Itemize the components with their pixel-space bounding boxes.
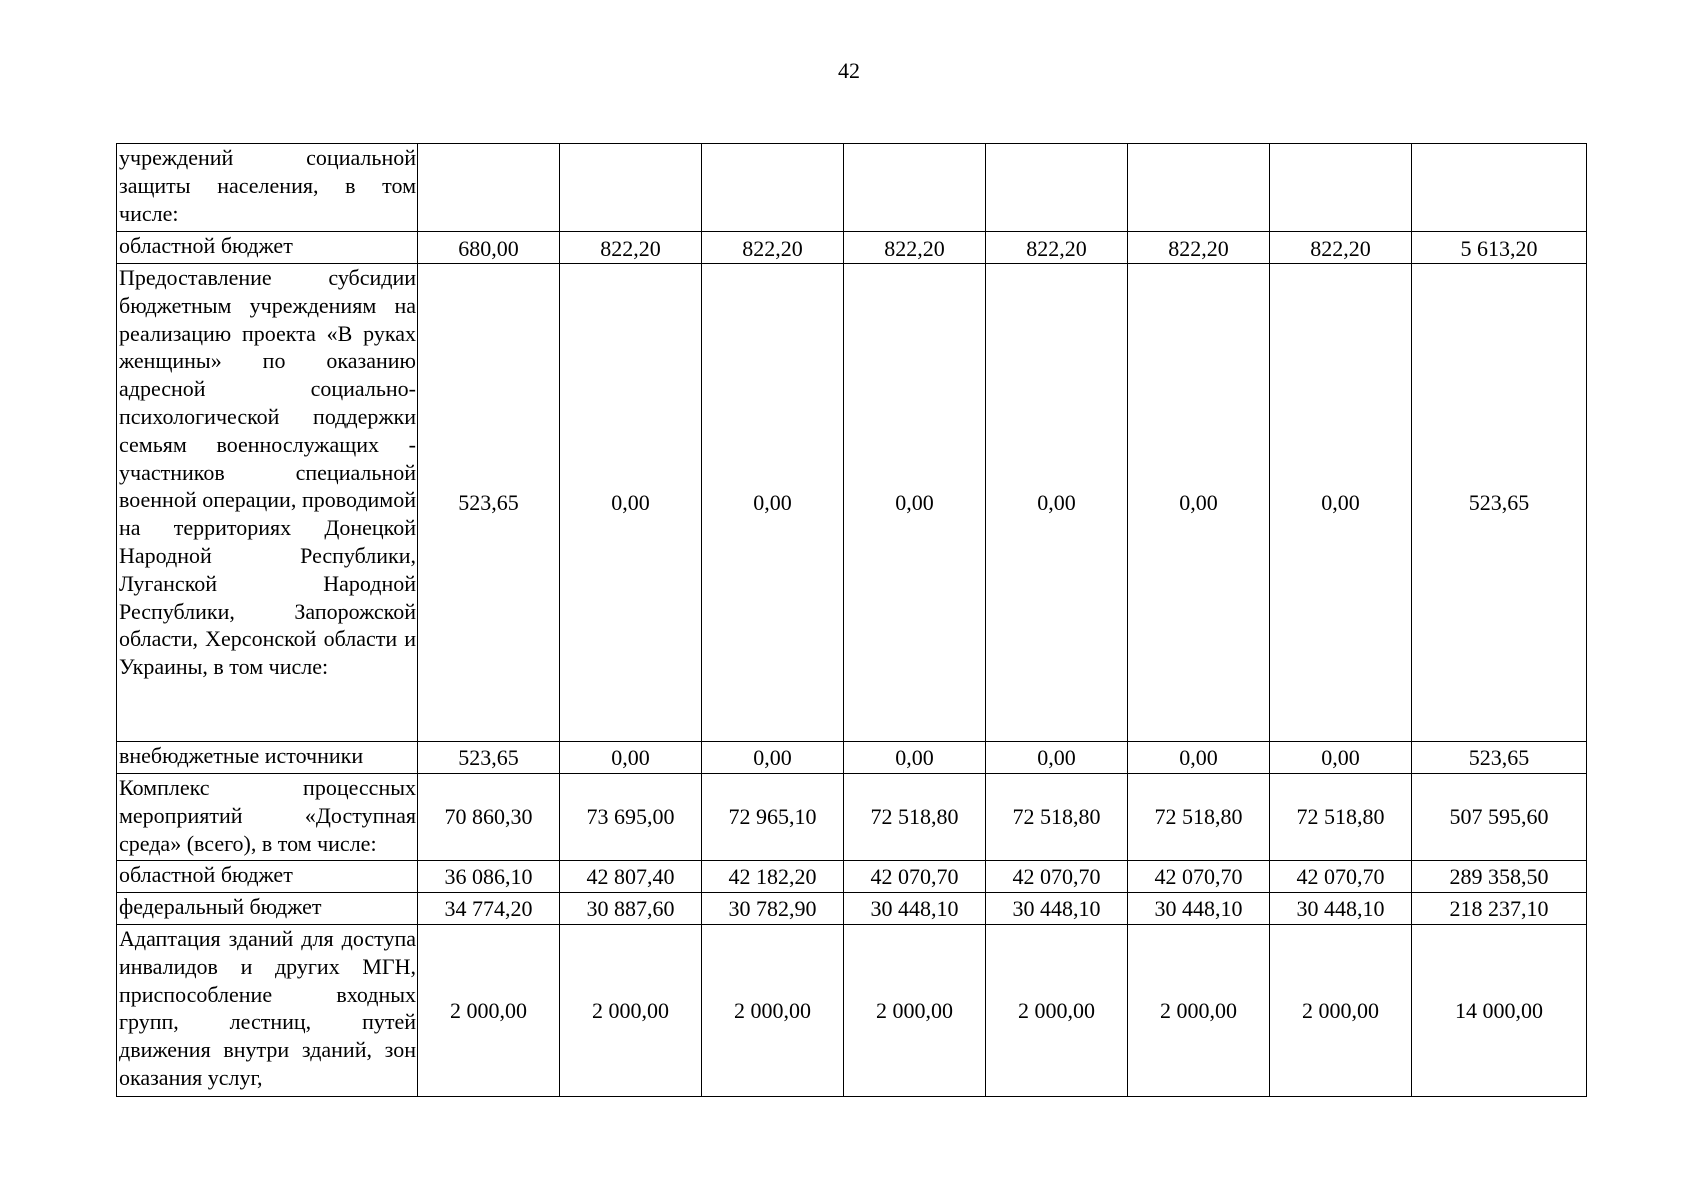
table-row — [117, 742, 1587, 774]
row-label: Адаптация зданий для доступа инвалидов и других МГН, приспособление входных групп, лестниц, путей движения внутри зданий, зон оказания услуг, — [117, 925, 418, 1097]
year-value-cell: 30 782,90 — [702, 893, 844, 925]
year-value-cell — [1270, 144, 1412, 232]
year-value-cell: 30 448,10 — [844, 893, 986, 925]
row-total-cell: 289 358,50 — [1412, 861, 1587, 893]
year-value-cell: 0,00 — [560, 264, 702, 742]
row-label: федеральный бюджет — [117, 893, 418, 925]
year-value-cell: 0,00 — [1270, 742, 1412, 774]
year-value-cell: 30 448,10 — [1270, 893, 1412, 925]
year-value-cell: 72 518,80 — [1128, 774, 1270, 861]
year-value-cell: 680,00 — [418, 232, 560, 264]
year-value-cell: 822,20 — [1128, 232, 1270, 264]
year-value-cell: 70 860,30 — [418, 774, 560, 861]
year-value-cell: 0,00 — [560, 742, 702, 774]
row-label: областной бюджет — [117, 232, 418, 264]
year-value-cell: 2 000,00 — [844, 925, 986, 1097]
table-row — [117, 925, 1587, 1097]
year-value-cell: 0,00 — [986, 264, 1128, 742]
year-value-cell: 2 000,00 — [560, 925, 702, 1097]
year-value-cell: 72 518,80 — [844, 774, 986, 861]
year-value-cell: 42 182,20 — [702, 861, 844, 893]
row-label: учреждений социальной защиты населения, в том числе: — [117, 144, 418, 232]
year-value-cell: 72 518,80 — [986, 774, 1128, 861]
year-value-cell: 822,20 — [986, 232, 1128, 264]
year-value-cell: 72 518,80 — [1270, 774, 1412, 861]
year-value-cell: 30 448,10 — [986, 893, 1128, 925]
year-value-cell: 34 774,20 — [418, 893, 560, 925]
year-value-cell: 0,00 — [986, 742, 1128, 774]
row-total-cell: 5 613,20 — [1412, 232, 1587, 264]
table-row — [117, 144, 1587, 232]
year-value-cell: 822,20 — [1270, 232, 1412, 264]
year-value-cell — [1128, 144, 1270, 232]
year-value-cell: 42 807,40 — [560, 861, 702, 893]
page-number: 42 — [838, 58, 860, 83]
year-value-cell: 2 000,00 — [1270, 925, 1412, 1097]
year-value-cell — [986, 144, 1128, 232]
year-value-cell: 72 965,10 — [702, 774, 844, 861]
year-value-cell: 30 448,10 — [1128, 893, 1270, 925]
row-label: Комплекс процессных мероприятий «Доступная среда» (всего), в том числе: — [117, 774, 418, 861]
row-label: Предоставление субсидии бюджетным учреждениям на реализацию проекта «В руках женщины» по оказанию адресной социально-психологической поддержки семьям военнослужащих - участников специальной военной операции, проводимой на территориях Донецкой Народной Республики, Луганской Народной Республики, Запорожской области, Херсонской области и Украины, в том числе: — [117, 264, 418, 742]
year-value-cell: 2 000,00 — [1128, 925, 1270, 1097]
table-row — [117, 861, 1587, 893]
year-value-cell: 822,20 — [702, 232, 844, 264]
year-value-cell: 42 070,70 — [986, 861, 1128, 893]
table-row — [117, 893, 1587, 925]
year-value-cell: 0,00 — [1270, 264, 1412, 742]
year-value-cell: 0,00 — [1128, 742, 1270, 774]
budget-table — [116, 143, 1587, 1097]
year-value-cell: 42 070,70 — [1270, 861, 1412, 893]
year-value-cell: 42 070,70 — [844, 861, 986, 893]
year-value-cell: 36 086,10 — [418, 861, 560, 893]
year-value-cell: 822,20 — [560, 232, 702, 264]
year-value-cell: 0,00 — [702, 264, 844, 742]
table-row — [117, 264, 1587, 742]
year-value-cell: 2 000,00 — [702, 925, 844, 1097]
row-total-cell — [1412, 144, 1587, 232]
year-value-cell: 0,00 — [1128, 264, 1270, 742]
table-row — [117, 232, 1587, 264]
year-value-cell: 822,20 — [844, 232, 986, 264]
year-value-cell: 2 000,00 — [418, 925, 560, 1097]
table-row — [117, 774, 1587, 861]
year-value-cell: 0,00 — [844, 264, 986, 742]
row-total-cell: 218 237,10 — [1412, 893, 1587, 925]
row-label: внебюджетные источники — [117, 742, 418, 774]
year-value-cell — [418, 144, 560, 232]
year-value-cell — [844, 144, 986, 232]
year-value-cell — [702, 144, 844, 232]
row-total-cell: 507 595,60 — [1412, 774, 1587, 861]
row-total-cell: 523,65 — [1412, 742, 1587, 774]
year-value-cell — [560, 144, 702, 232]
year-value-cell: 0,00 — [702, 742, 844, 774]
year-value-cell: 2 000,00 — [986, 925, 1128, 1097]
row-total-cell: 523,65 — [1412, 264, 1587, 742]
year-value-cell: 30 887,60 — [560, 893, 702, 925]
year-value-cell: 73 695,00 — [560, 774, 702, 861]
year-value-cell: 0,00 — [844, 742, 986, 774]
year-value-cell: 523,65 — [418, 742, 560, 774]
year-value-cell: 523,65 — [418, 264, 560, 742]
row-total-cell: 14 000,00 — [1412, 925, 1587, 1097]
year-value-cell: 42 070,70 — [1128, 861, 1270, 893]
row-label: областной бюджет — [117, 861, 418, 893]
